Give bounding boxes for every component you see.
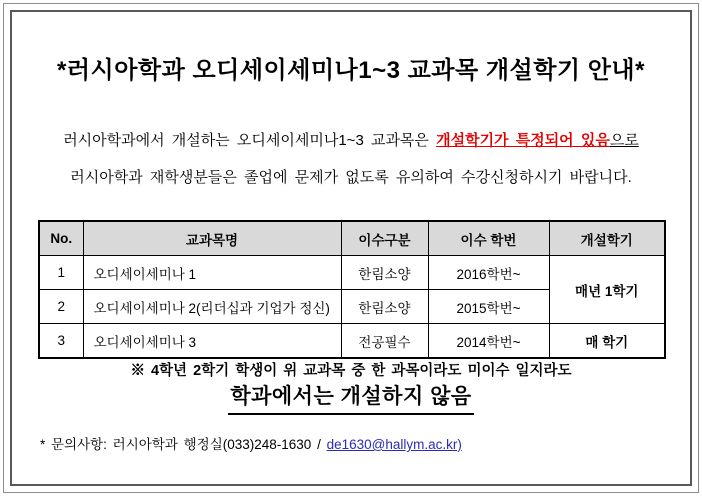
contact-email-link[interactable]: de1630@hallym.ac.kr) [326, 437, 462, 452]
note-line-2 [0, 380, 702, 415]
cell-category: 한림소양 [341, 256, 428, 290]
page-title: *러시아학과 오디세이세미나1~3 교과목 개설학기 안내* [57, 57, 645, 84]
cell-course-name: 오디세이세미나 2(리더십과 기업가 정신) [83, 290, 341, 324]
intro-line-2: 러시아학과 재학생분들은 졸업에 문제가 없도록 유의하여 수강신청하시기 바랍니다. [70, 169, 632, 186]
intro-line-1 [0, 129, 702, 150]
table-row [39, 256, 665, 290]
table-header-row [39, 221, 665, 256]
table-row [39, 324, 665, 359]
header-no: No. [39, 221, 83, 256]
cell-semester: 매 학기 [549, 324, 665, 359]
header-category: 이수구분 [341, 221, 428, 256]
intro-line1-suffix: 으로 [609, 132, 639, 149]
header-course-name: 교과목명 [83, 221, 341, 256]
cell-course-name: 오디세이세미나 3 [83, 324, 341, 359]
cell-student-id: 2014학번~ [428, 324, 549, 359]
contact-footer [40, 433, 462, 453]
note-line-2-underlined-text: 학과에서는 개설하지 않음 [228, 380, 473, 415]
course-schedule-table [38, 220, 666, 359]
header-semester: 개설학기 [549, 221, 665, 256]
cell-semester-merged: 매년 1학기 [549, 256, 665, 324]
cell-course-name: 오디세이세미나 1 [83, 256, 341, 290]
cell-student-id: 2016학번~ [428, 256, 549, 290]
cell-no: 1 [39, 256, 83, 290]
cell-no: 2 [39, 290, 83, 324]
cell-category: 전공필수 [341, 324, 428, 359]
note-line-1: ※ 4학년 2학기 학생이 위 교과목 중 한 과목이라도 미이수 일지라도 [130, 363, 572, 379]
cell-category: 한림소양 [341, 290, 428, 324]
cell-no: 3 [39, 324, 83, 359]
header-student-id: 이수 학번 [428, 221, 549, 256]
contact-text: * 문의사항: 러시아학과 행정실(033)248-1630 / [40, 437, 327, 452]
intro-line1-highlight: 개설학기가 특정되어 있음 [436, 132, 610, 149]
intro-line1-prefix: 러시아학과에서 개설하는 오디세이세미나1~3 교과목은 [63, 132, 437, 149]
cell-student-id: 2015학번~ [428, 290, 549, 324]
